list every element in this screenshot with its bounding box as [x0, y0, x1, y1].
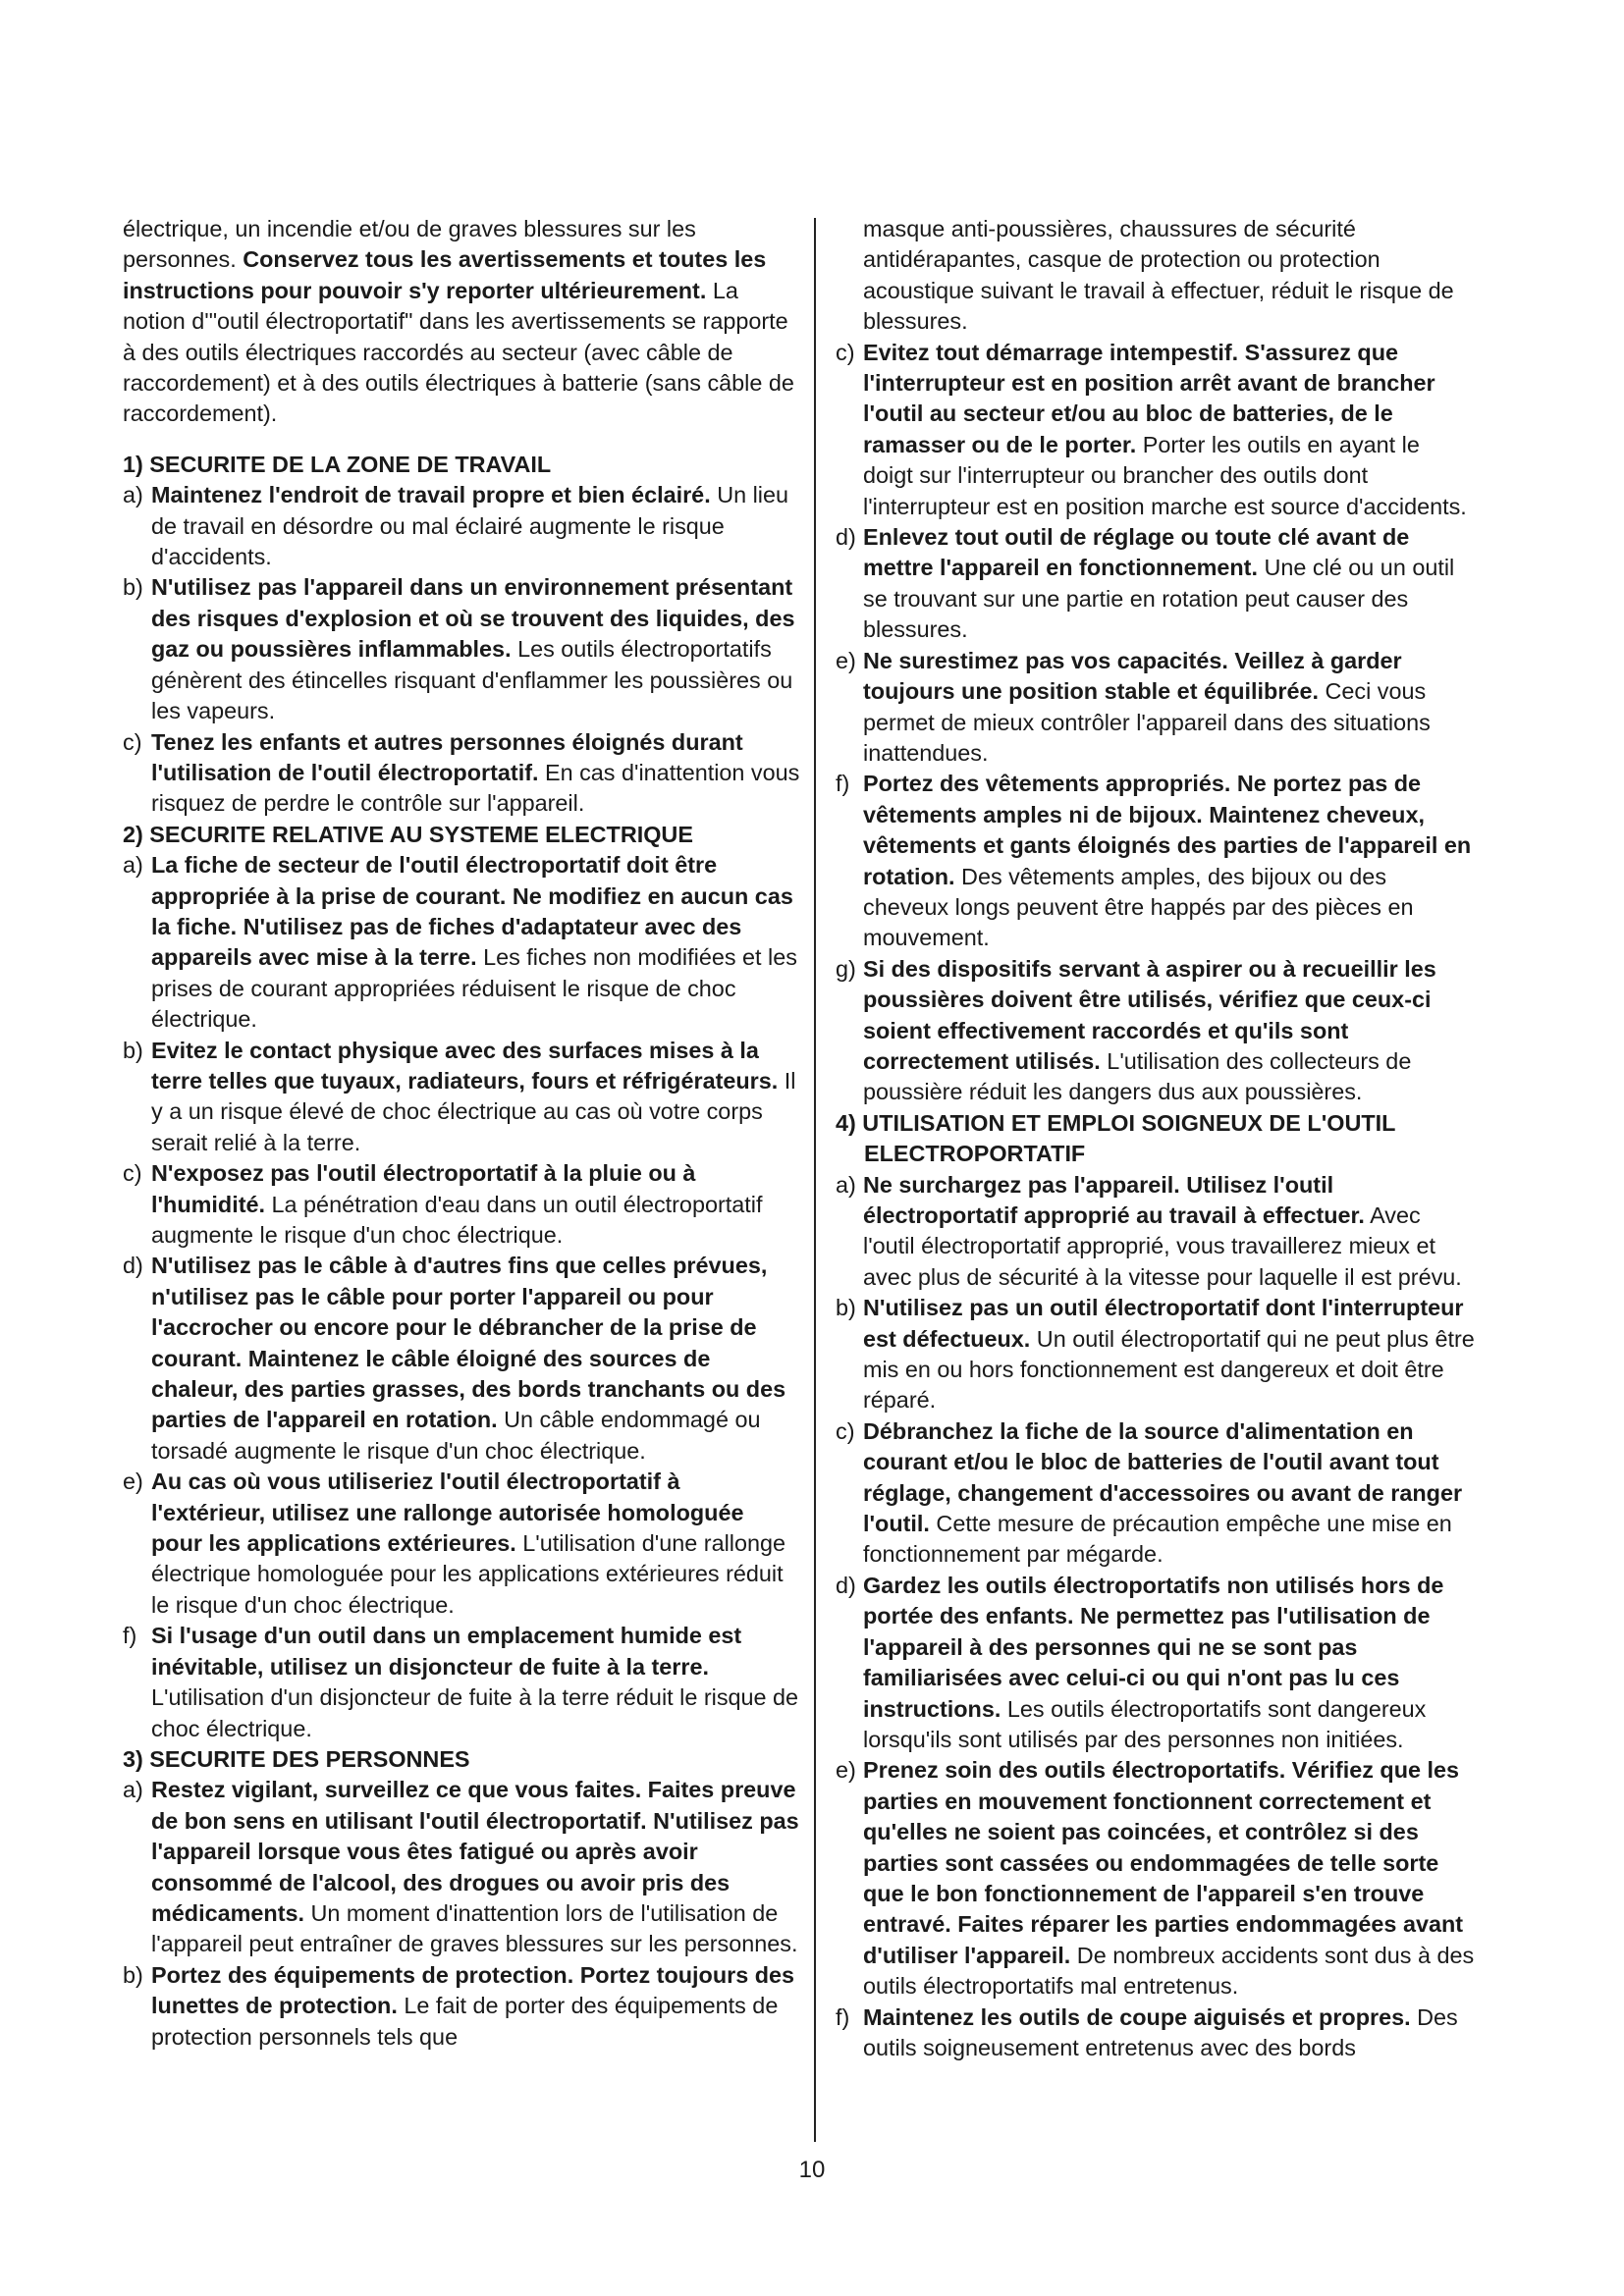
item-letter: e): [123, 1468, 143, 1495]
list-item: [123, 1467, 800, 1621]
item-text: Ceci vous permet de mieux contrôler l'appareil dans des situations inattendues.: [863, 678, 1431, 766]
item-letter: d): [836, 1572, 856, 1598]
list-item: [836, 1416, 1476, 1571]
item-letter: e): [836, 1757, 856, 1784]
left-column: [123, 214, 800, 2053]
list-item: [123, 1960, 800, 2053]
continuation-paragraph: masque anti-poussières, chaussures de sécurité antidérapantes, casque de protection ou protection acoustique suivant le travail à effectuer, réduit le risque de blessures.: [863, 216, 1454, 335]
item-text: L'utilisation d'un disjoncteur de fuite à la terre réduit le risque de choc électrique.: [151, 1684, 799, 1741]
item-letter: f): [836, 771, 850, 797]
list-item: [123, 727, 800, 820]
item-letter: f): [836, 2003, 850, 2030]
list-item: [836, 522, 1476, 646]
item-letter: e): [836, 647, 856, 673]
item-bold: Portez des vêtements appropriés. Ne portez pas de vêtements amples ni de bijoux. Maintenez cheveux, vêtements et gants éloignés des parties de l'appareil en rotation.: [863, 771, 1472, 889]
item-letter: g): [836, 955, 856, 982]
item-bold: N'utilisez pas le câble à d'autres fins que celles prévues, n'utilisez pas le câble pour porter l'appareil ou pour l'accrocher ou encore pour le débrancher de la prise de courant. Maintenez le câble éloigné des sources de chaleur, des parties grasses, des bords tranchants ou des parties de l'appareil en rotation.: [151, 1253, 786, 1433]
item-letter: a): [123, 1777, 143, 1803]
column-divider: [814, 218, 816, 2142]
list-item: [123, 1775, 800, 1959]
item-letter: c): [123, 728, 142, 755]
right-column: [836, 214, 1476, 2063]
item-text: Un outil électroportatif qui ne peut plus être mis en ou hors fonctionnement est dangereux et doit être réparé.: [863, 1325, 1475, 1414]
list-item: [836, 1571, 1476, 1755]
item-text: Les fiches non modifiées et les prises de courant appropriées réduisent le risque de choc électrique.: [151, 944, 797, 1033]
item-text: Des vêtements amples, des bijoux ou des cheveux longs peuvent être happés par des pièces en mouvement.: [863, 863, 1414, 951]
list-item: [836, 2002, 1476, 2064]
list-item: [123, 572, 800, 726]
item-text: L'utilisation des collecteurs de poussière réduit les dangers dus aux poussières.: [863, 1047, 1412, 1105]
item-letter: a): [836, 1171, 856, 1198]
item-text: Cette mesure de précaution empêche une mise en fonctionnement par mégarde.: [863, 1511, 1452, 1568]
item-bold: Débranchez la fiche de la source d'alimentation en courant et/ou le bloc de batteries de l'outil avant tout réglage, changement d'accessoires ou avant de ranger l'outil.: [863, 1417, 1463, 1537]
item-letter: b): [123, 574, 143, 601]
item-letter: d): [123, 1253, 143, 1279]
list-item: [836, 646, 1476, 770]
item-bold: Ne surchargez pas l'appareil. Utilisez l'outil électroportatif approprié au travail à effectuer.: [863, 1171, 1365, 1228]
item-bold: Evitez le contact physique avec des surfaces mises à la terre telles que tuyaux, radiateurs, fours et réfrigérateurs.: [151, 1037, 779, 1094]
item-text: L'utilisation d'une rallonge électrique homologuée pour les applications extérieures réduit le risque d'un choc électrique.: [151, 1530, 786, 1618]
item-letter: c): [123, 1160, 142, 1187]
item-text: Porter les outils en ayant le doigt sur l'interrupteur ou brancher des outils dont l'interrupteur est en position marche est source d'accidents.: [863, 431, 1467, 519]
item-text: Un câble endommagé ou torsadé augmente le risque d'un choc électrique.: [151, 1407, 761, 1464]
item-bold: N'exposez pas l'outil électroportatif à la pluie ou à l'humidité.: [151, 1160, 696, 1217]
section-heading-1: 1) SECURITE DE LA ZONE DE TRAVAIL: [123, 451, 552, 477]
item-letter: f): [123, 1623, 137, 1649]
item-letter: a): [123, 482, 143, 508]
item-letter: c): [836, 339, 855, 365]
list-item: [123, 1036, 800, 1159]
list-item: [836, 338, 1476, 522]
page-number: 10: [798, 2157, 826, 2183]
item-bold: Enlevez tout outil de réglage ou toute clé avant de mettre l'appareil en fonctionnement.: [863, 524, 1410, 581]
item-text: Les outils électroportatifs génèrent des étincelles risquant d'enflammer les poussières ou les vapeurs.: [151, 636, 793, 724]
list-item: [836, 1170, 1476, 1294]
item-text: Les outils électroportatifs sont dangereux lorsqu'ils sont utilisés par des personnes non initiées.: [863, 1695, 1427, 1752]
list-item: [123, 1621, 800, 1744]
list-item: [836, 1293, 1476, 1416]
item-bold: Portez des équipements de protection. Portez toujours des lunettes de protection.: [151, 1961, 795, 2019]
item-letter: b): [123, 1961, 143, 1988]
item-letter: c): [836, 1417, 855, 1444]
item-text: En cas d'inattention vous risquez de perdre le contrôle sur l'appareil.: [151, 759, 800, 817]
item-letter: a): [123, 852, 143, 879]
item-bold: Tenez les enfants et autres personnes éloignés durant l'utilisation de l'outil électroportatif.: [151, 728, 743, 785]
item-text: De nombreux accidents sont dus à des outils électroportatifs mal entretenus.: [863, 1942, 1475, 2000]
item-text: Une clé ou un outil se trouvant sur une partie en rotation peut causer des blessures.: [863, 555, 1455, 643]
intro-bold: Conservez tous les avertissements et toutes les instructions pour pouvoir s'y reporter ultérieurement.: [123, 246, 767, 303]
section-heading-4: 4) UTILISATION ET EMPLOI SOIGNEUX DE L'OUTIL ELECTROPORTATIF: [836, 1109, 1395, 1167]
list-item: [123, 480, 800, 572]
item-bold: Au cas où vous utiliseriez l'outil électroportatif à l'extérieur, utilisez une rallonge autorisée homologuée pour les applications extérieures.: [151, 1468, 744, 1557]
item-bold: Si des dispositifs servant à aspirer ou à recueillir les poussières doivent être utilisés, vérifiez que ceux-ci soient effectivement raccordés et qu'ils sont correctement utilisés.: [863, 955, 1436, 1074]
intro-text-1: électrique, un incendie et/ou de graves blessures sur les personnes.: [123, 216, 696, 273]
section-heading-3: 3) SECURITE DES PERSONNES: [123, 1745, 470, 1772]
item-text: La pénétration d'eau dans un outil électroportatif augmente le risque d'un choc électrique.: [151, 1191, 763, 1248]
item-letter: d): [836, 524, 856, 551]
item-text: Avec l'outil électroportatif approprié, vous travaillerez mieux et avec plus de sécurité à la vitesse pour laquelle il est prévu.: [863, 1202, 1462, 1290]
item-bold: Si l'usage d'un outil dans un emplacement humide est inévitable, utilisez un disjoncteur de fuite à la terre.: [151, 1623, 742, 1680]
list-item: [123, 1251, 800, 1467]
item-bold: Restez vigilant, surveillez ce que vous faites. Faites preuve de bon sens en utilisant l'outil électroportatif. N'utilisez pas l'appareil lorsque vous êtes fatigué ou après avoir consommé de l'alcool, des drogues ou avoir pris des médicaments.: [151, 1777, 799, 1926]
item-text: Un moment d'inattention lors de l'utilisation de l'appareil peut entraîner de graves blessures sur les personnes.: [151, 1899, 798, 1957]
list-item: [836, 769, 1476, 953]
list-item: [123, 1158, 800, 1251]
item-bold: Ne surestimez pas vos capacités. Veillez à garder toujours une position stable et équilibrée.: [863, 647, 1402, 705]
item-text: Un lieu de travail en désordre ou mal éclairé augmente le risque d'accidents.: [151, 482, 789, 570]
item-bold: La fiche de secteur de l'outil électroportatif doit être appropriée à la prise de courant. Ne modifiez en aucun cas la fiche. N'utilisez pas de fiches d'adaptateur avec des appareils avec mise à la terre.: [151, 852, 793, 971]
item-bold: Evitez tout démarrage intempestif. S'assurez que l'interrupteur est en position arrêt avant de brancher l'outil au secteur et/ou au bloc de batteries, de le ramasser ou de le porter.: [863, 339, 1435, 457]
section-heading-2: 2) SECURITE RELATIVE AU SYSTEME ELECTRIQUE: [123, 821, 693, 847]
list-item: [836, 1755, 1476, 2002]
item-bold: Maintenez l'endroit de travail propre et bien éclairé.: [151, 482, 711, 508]
item-bold: Maintenez les outils de coupe aiguisés et propres.: [863, 2003, 1411, 2030]
intro-text-2: La notion d'"outil électroportatif" dans les avertissements se rapporte à des outils électriques raccordés au secteur (avec câble de raccordement) et à des outils électriques à batterie (sans câble de raccordement).: [123, 277, 794, 427]
item-bold: Gardez les outils électroportatifs non utilisés hors de portée des enfants. Ne permettez pas l'utilisation de l'appareil à des personnes qui ne se sont pas familiarisées avec celui-ci ou qui n'ont pas lu ces instructions.: [863, 1572, 1444, 1722]
item-text: Il y a un risque élevé de choc électrique au cas où votre corps serait relié à la terre.: [151, 1067, 796, 1155]
item-bold: N'utilisez pas un outil électroportatif dont l'interrupteur est défectueux.: [863, 1295, 1464, 1352]
list-item: [123, 850, 800, 1035]
item-text: Le fait de porter des équipements de protection personnels tels que: [151, 1993, 779, 2050]
item-text: Des outils soigneusement entretenus avec des bords: [863, 2003, 1458, 2060]
item-bold: Prenez soin des outils électroportatifs. Vérifiez que les parties en mouvement fonctionnent correctement et qu'elles ne soient pas coincées, et contrôlez si des parties sont cassées ou endommagées de telle sorte que le bon fonctionnement de l'appareil s'en trouve entravé. Faites réparer les parties endommagées avant d'utiliser l'appareil.: [863, 1757, 1464, 1968]
intro-paragraph: [123, 214, 800, 430]
list-item: [836, 954, 1476, 1108]
item-letter: b): [836, 1295, 856, 1321]
item-bold: N'utilisez pas l'appareil dans un environnement présentant des risques d'explosion et où se trouvent des liquides, des gaz ou poussières inflammables.: [151, 574, 795, 663]
item-letter: b): [123, 1037, 143, 1063]
